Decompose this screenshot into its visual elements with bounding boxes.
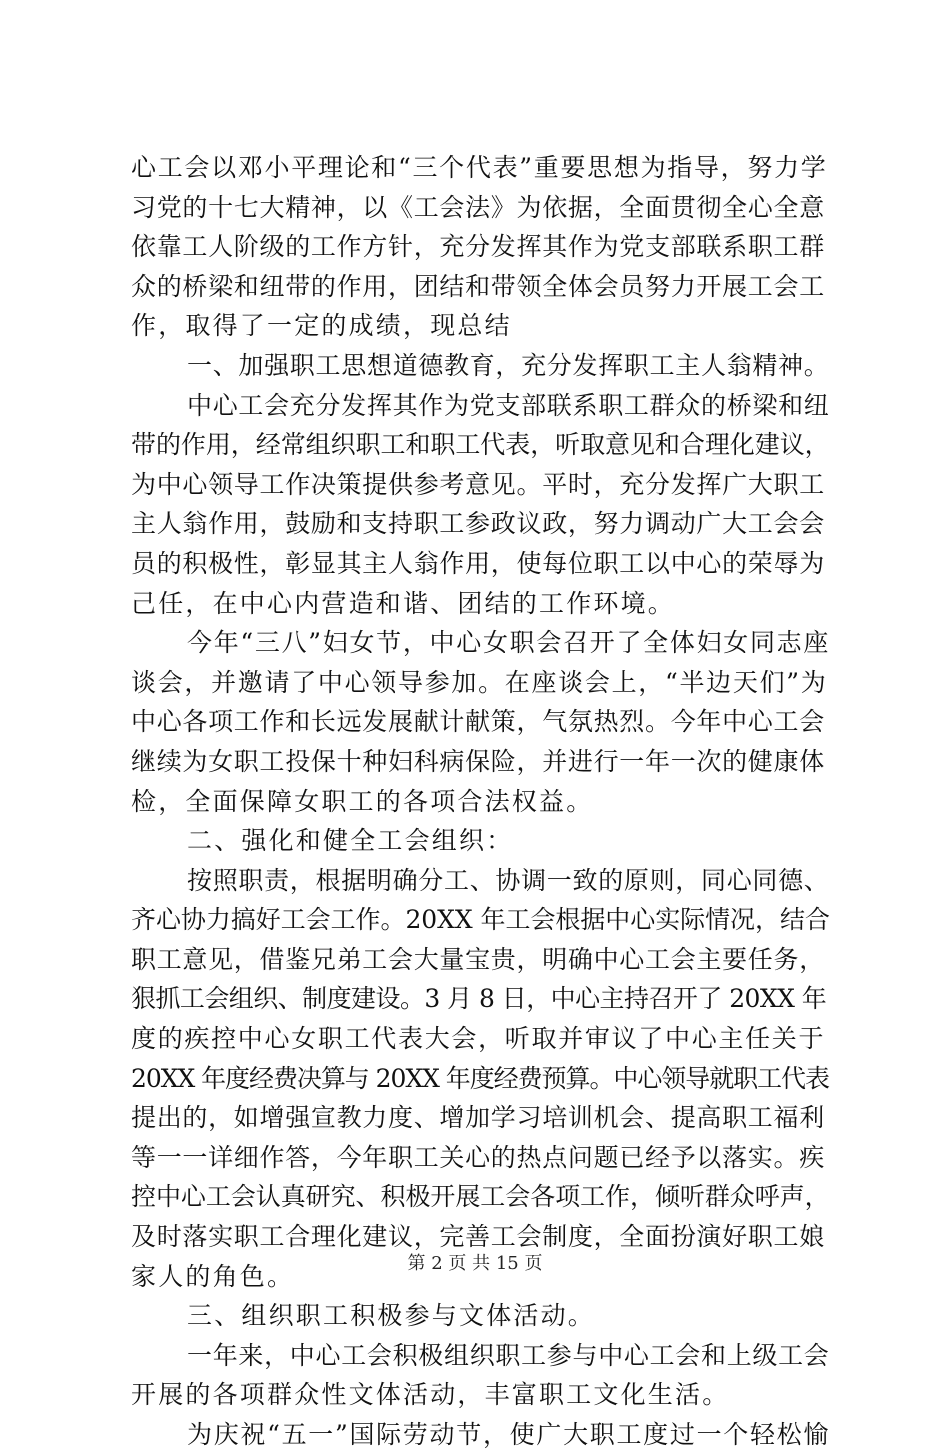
text-line: 众的桥梁和纽带的作用，团结和带领全体会员努力开展工会工 xyxy=(131,271,825,301)
text-line: 控中心工会认真研究、积极开展工会各项工作，倾听群众呼声， xyxy=(131,1182,830,1212)
text-line: 职工意见，借鉴兄弟工会大量宝贵，明确中心工会主要任务， xyxy=(131,944,825,974)
text-line: 继续为女职工投保十种妇科病保险，并进行一年一次的健康体 xyxy=(131,746,825,776)
text-line: 中心工会充分发挥其作为党支部联系职工群众的桥梁和纽 xyxy=(187,390,830,420)
text-line: 谈会，并邀请了中心领导参加。在座谈会上，“半边天们”为 xyxy=(131,667,828,697)
text-line: 为庆祝“五一”国际劳动节，使广大职工度过一个轻松愉 xyxy=(187,1420,831,1449)
text-line: 习党的十七大精神，以《工会法》为依据，全面贯彻全心全意 xyxy=(131,192,825,222)
text-line: 二、强化和健全工会组织： xyxy=(187,826,514,856)
text-line: 心工会以邓小平理论和“三个代表”重要思想为指导，努力学 xyxy=(131,153,828,182)
text-line: 家人的角色。 xyxy=(131,1261,295,1291)
text-line: 今年“三八”妇女节，中心女职会召开了全体妇女同志座 xyxy=(187,628,831,658)
text-line: 依靠工人阶级的工作方针，充分发挥其作为党支部联系职工群 xyxy=(131,232,825,262)
text-line: 等一一详细作答，今年职工关心的热点问题已经予以落实。疾 xyxy=(131,1142,825,1172)
text-line: 员的积极性，彰显其主人翁作用，使每位职工以中心的荣辱为 xyxy=(131,548,825,578)
text-line: 带的作用，经常组织职工和职工代表，听取意见和合理化建议， xyxy=(131,430,830,460)
text-line: 狠抓工会组织、制度建设。3 月 8 日，中心主持召开了 20XX 年 xyxy=(131,984,827,1014)
text-line: 提出的，如增强宣教力度、增加学习培训机会、提高职工福利 xyxy=(131,1103,825,1133)
text-line: 齐心协力搞好工会工作。20XX 年工会根据中心实际情况，结合 xyxy=(131,905,830,935)
text-line: 及时落实职工合理化建议，完善工会制度，全面扮演好职工娘 xyxy=(131,1222,825,1252)
text-line: 检，全面保障女职工的各项合法权益。 xyxy=(131,786,594,816)
text-line: 一年来，中心工会积极组织职工参与中心工会和上级工会 xyxy=(187,1340,830,1370)
text-line: 中心各项工作和长远发展献计献策，气氛热烈。今年中心工会 xyxy=(131,707,825,737)
text-line: 作，取得了一定的成绩，现总结 xyxy=(131,311,512,341)
text-line: 按照职责，根据明确分工、协调一致的原则，同心同德、 xyxy=(187,865,830,895)
text-line: 度的疾控中心女职工代表大会，听取并审议了中心主任关于 xyxy=(131,1024,826,1054)
text-line: 己任，在中心内营造和谐、团结的工作环境。 xyxy=(131,588,676,618)
text-line: 20XX 年度经费决算与 20XX 年度经费预算。中心领导就职工代表 xyxy=(131,1063,829,1093)
text-line: 开展的各项群众性文体活动，丰富职工文化生活。 xyxy=(131,1380,730,1410)
page-footer: 第 2 页 共 15 页 xyxy=(407,1253,543,1274)
text-line: 一、加强职工思想道德教育，充分发挥职工主人翁精神。 xyxy=(187,350,830,380)
text-line: 主人翁作用，鼓励和支持职工参政议政，努力调动广大工会会 xyxy=(131,509,825,539)
text-line: 为中心领导工作决策提供参考意见。平时，充分发挥广大职工 xyxy=(131,469,825,499)
text-line: 三、组织职工积极参与文体活动。 xyxy=(187,1301,596,1331)
